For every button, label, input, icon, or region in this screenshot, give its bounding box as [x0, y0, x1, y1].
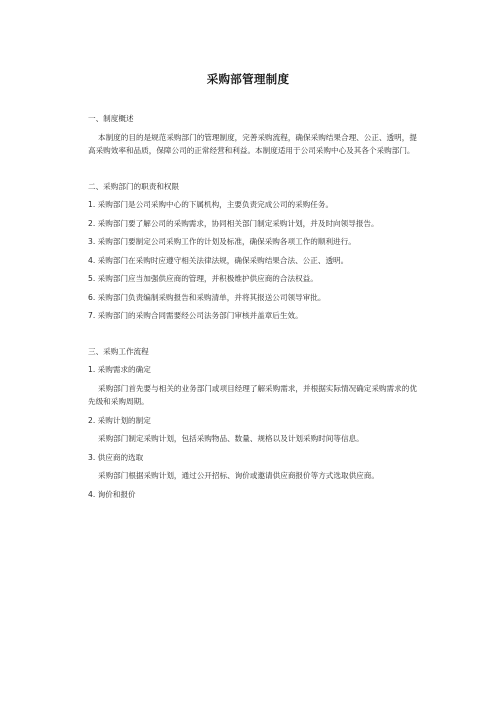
duty-item: 2. 采购部门要了解公司的采购需求，协同相关部门制定采购计划，并及时向领导报告。 [88, 218, 379, 228]
overview-paragraph: 本制度的目的是规范采购部门的管理制度，完善采购流程，确保采购结果合理、公正、透明，提高采购效率和品质，保障公司的正常经营和利益。本制度适用于公司采购中心及其各个采购部门。 [88, 132, 417, 155]
workflow-step-label: 3. 供应商的选取 [88, 452, 144, 462]
section-heading-duties: 二、采购部门的职责和权限 [88, 181, 180, 191]
section-heading-overview: 一、制度概述 [88, 114, 134, 123]
duty-item: 5. 采购部门应当加强供应商的管理，并积极维护供应商的合法权益。 [88, 274, 318, 283]
workflow-step-label: 1. 采购需求的确定 [88, 365, 151, 374]
workflow-step-text: 采购部门首先要与相关的业务部门或项目经理了解采购需求，并根据实际情况确定采购需求的优先级和采购周期。 [88, 383, 417, 406]
duty-item: 6. 采购部门负责编制采购报告和采购清单，并将其报送公司领导审批。 [88, 292, 326, 302]
duty-item: 3. 采购部门要制定公司采购工作的计划及标准，确保采购各项工作的顺利进行。 [88, 237, 356, 246]
duty-item: 4. 采购部门在采购时应遵守相关法律法规，确保采购结果合法、公正、透明。 [88, 255, 349, 265]
document-body [88, 112, 418, 501]
duty-item: 1. 采购部门是公司采购中心的下属机构，主要负责完成公司的采购任务。 [88, 200, 334, 209]
workflow-step-text: 采购部门制定采购计划，包括采购物品、数量、规格以及计划采购时间等信息。 [98, 434, 364, 443]
duty-item: 7. 采购部门的采购合同需要经公司法务部门审核并盖章后生效。 [88, 311, 303, 320]
workflow-step-label: 4. 询价和报价 [88, 489, 136, 499]
section-heading-workflow: 三、采购工作流程 [88, 346, 149, 356]
document-title: 采购部管理制度 [206, 72, 290, 86]
workflow-step-label: 2. 采购计划的制定 [88, 415, 151, 425]
workflow-step-text: 采购部门根据采购计划，通过公开招标、询价或邀请供应商报价等方式选取供应商。 [98, 471, 379, 480]
